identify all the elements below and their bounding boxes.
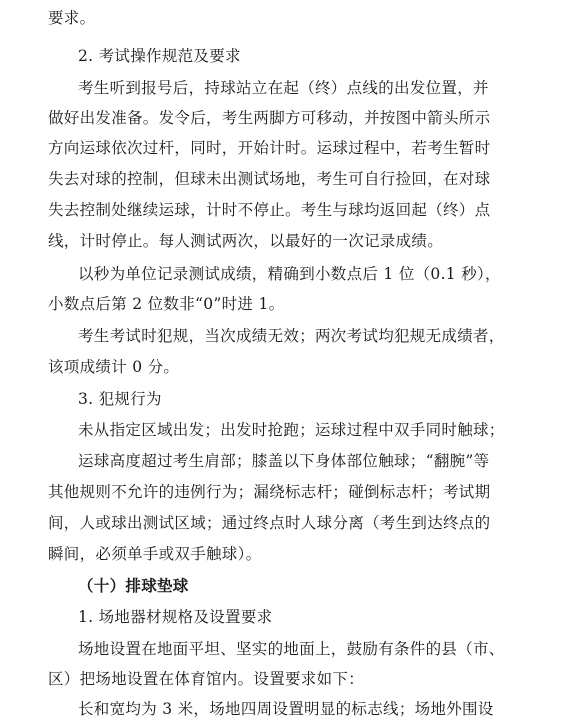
text-line: 未从指定区域出发；出发时抢跑；运球过程中双手同时触球；: [78, 421, 505, 439]
text-line: 瞬间，必须单手或双手触球）。: [48, 545, 262, 563]
text-line: 要求。: [48, 9, 96, 27]
text-line: 失去控制处继续运球，计时不停止。考生与球均返回起（终）点: [48, 201, 491, 219]
text-line: 以秒为单位记录测试成绩，精确到小数点后 1 位（0.1 秒），: [78, 265, 501, 283]
text-line: 小数点后第 2 位数非“0”时进 1。: [48, 295, 285, 313]
text-line: 长和宽均为 3 米，场地四周设置明显的标志线；场地外围设: [78, 700, 494, 718]
text-line: 方向运球依次过杆，同时，开始计时。运球过程中，若考生暂时: [48, 139, 491, 157]
text-line: 区）把场地设置在体育馆内。设置要求如下：: [48, 670, 365, 688]
text-line: 失去对球的控制，但球未出测试场地，考生可自行捡回，在对球: [48, 170, 491, 188]
section-heading: 2. 考试操作规范及要求: [78, 47, 241, 65]
section-heading: 1. 场地器材规格及设置要求: [78, 608, 273, 626]
text-line: 考生考试时犯规，当次成绩无效；两次考试均犯规无成绩者，: [78, 327, 505, 345]
text-line: 该项成绩计 0 分。: [48, 358, 180, 376]
text-line: 做好出发准备。发令后，考生两脚方可移动，并按图中箭头所示: [48, 109, 491, 127]
text-line: 间，人或球出测试区域；通过终点时人球分离（考生到达终点的: [48, 514, 491, 532]
section-heading: 3. 犯规行为: [78, 390, 162, 408]
text-line: 场地设置在地面平坦、坚实的地面上，鼓励有条件的县（市、: [78, 640, 505, 658]
section-heading: （十）排球垫球: [78, 576, 189, 595]
text-line: 线，计时停止。每人测试两次，以最好的一次记录成绩。: [48, 232, 444, 250]
text-line: 运球高度超过考生肩部；膝盖以下身体部位触球；“翻腕”等: [78, 452, 490, 470]
text-line: 其他规则不允许的违例行为；漏绕标志杆；碰倒标志杆；考试期: [48, 483, 491, 501]
text-line: 考生听到报号后，持球站立在起（终）点线的出发位置，并: [78, 79, 489, 97]
